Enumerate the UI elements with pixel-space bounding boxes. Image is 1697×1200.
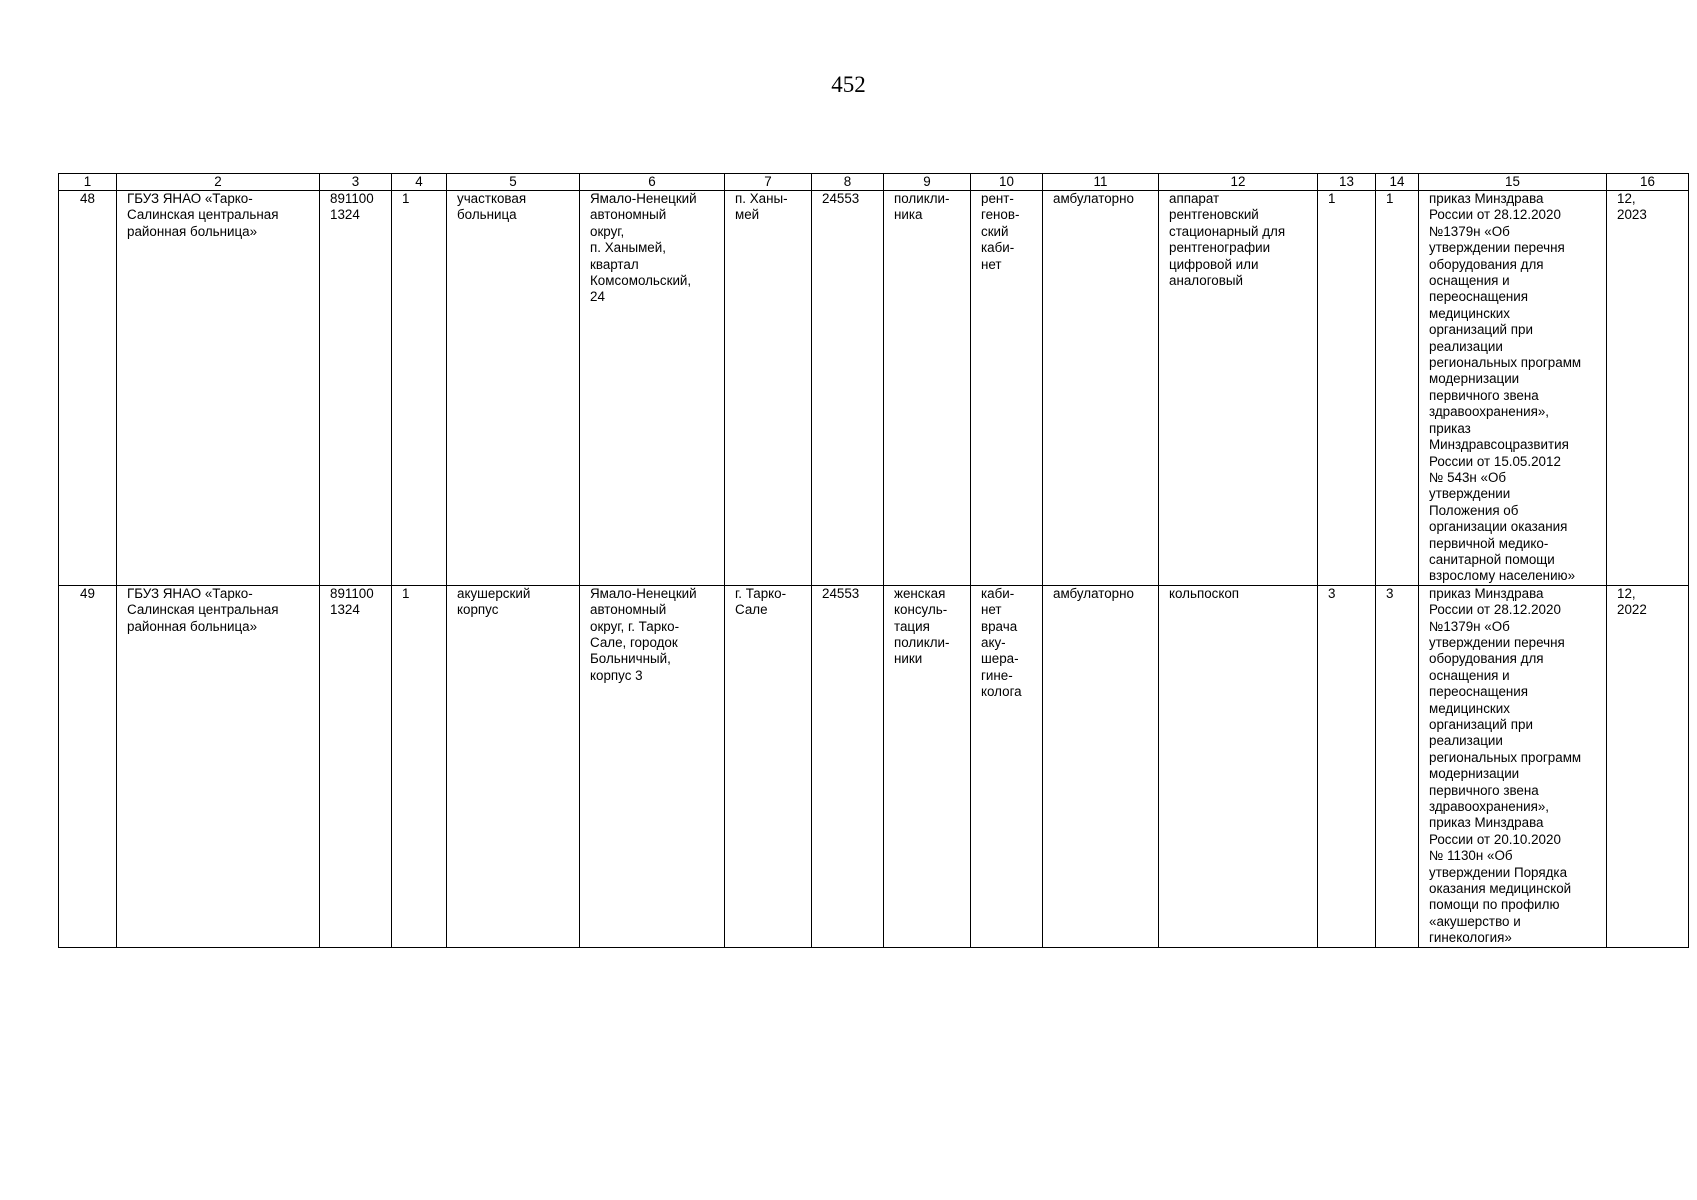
column-header: 10 — [971, 174, 1043, 191]
column-header: 9 — [884, 174, 971, 191]
code-cell: 891100 1324 — [320, 585, 392, 947]
count-cell: 1 — [392, 191, 447, 586]
care-condition-cell: амбулаторно — [1043, 585, 1159, 947]
count-cell: 1 — [392, 585, 447, 947]
equipment-table — [58, 173, 1689, 948]
care-condition-cell: амбулаторно — [1043, 191, 1159, 586]
table-row — [59, 585, 1689, 947]
column-header: 7 — [725, 174, 812, 191]
equipment-cell: аппарат рентгеновский стационарный для рентгенографии цифровой или аналоговый — [1159, 191, 1318, 586]
oktmo-cell: 24553 — [812, 191, 884, 586]
column-header: 3 — [320, 174, 392, 191]
column-header: 2 — [117, 174, 320, 191]
department-cell: поликли- ника — [884, 191, 971, 586]
row-number-cell: 48 — [59, 191, 117, 586]
deadline-cell: 12, 2023 — [1607, 191, 1689, 586]
address-cell: Ямало-Ненецкий автономный округ, г. Тарко- Сале, городок Больничный, корпус 3 — [580, 585, 725, 947]
table-row — [59, 191, 1689, 586]
column-header: 13 — [1318, 174, 1376, 191]
quantity-cell: 3 — [1318, 585, 1376, 947]
regulation-cell: приказ Минздрава России от 28.12.2020 №1379н «Об утверждении перечня оборудования для оснащения и переоснащения медицинских организаций при реализации региональных программ модернизации первичного звена здравоохранения», приказ Минздравсоцразвития России от 15.05.2012 № 543н «Об утверждении Положения об организации оказания первичной медико- санитарной помощи взрослому населению» — [1419, 191, 1607, 586]
column-header: 15 — [1419, 174, 1607, 191]
quantity-cell: 1 — [1376, 191, 1419, 586]
organization-cell: ГБУЗ ЯНАО «Тарко- Салинская центральная районная больница» — [117, 585, 320, 947]
locality-cell: г. Тарко- Сале — [725, 585, 812, 947]
department-cell: женская консуль- тация поликли- ники — [884, 585, 971, 947]
regulation-cell: приказ Минздрава России от 28.12.2020 №1379н «Об утверждении перечня оборудования для оснащения и переоснащения медицинских организаций при реализации региональных программ модернизации первичного звена здравоохранения», приказ Минздрава России от 20.10.2020 № 1130н «Об утверждении Порядка оказания медицинской помощи по профилю «акушерство и гинекология» — [1419, 585, 1607, 947]
column-header: 12 — [1159, 174, 1318, 191]
column-header: 5 — [447, 174, 580, 191]
deadline-cell: 12, 2022 — [1607, 585, 1689, 947]
organization-cell: ГБУЗ ЯНАО «Тарко- Салинская центральная районная больница» — [117, 191, 320, 586]
building-cell: акушерский корпус — [447, 585, 580, 947]
building-cell: участковая больница — [447, 191, 580, 586]
equipment-cell: кольпоскоп — [1159, 585, 1318, 947]
column-number-header-row — [59, 174, 1689, 191]
code-cell: 891100 1324 — [320, 191, 392, 586]
column-header: 1 — [59, 174, 117, 191]
oktmo-cell: 24553 — [812, 585, 884, 947]
column-header: 4 — [392, 174, 447, 191]
quantity-cell: 3 — [1376, 585, 1419, 947]
column-header: 6 — [580, 174, 725, 191]
column-header: 16 — [1607, 174, 1689, 191]
page-number: 452 — [831, 72, 866, 97]
room-cell: каби- нет врача аку- шера- гине- колога — [971, 585, 1043, 947]
locality-cell: п. Ханы- мей — [725, 191, 812, 586]
column-header: 14 — [1376, 174, 1419, 191]
column-header: 8 — [812, 174, 884, 191]
column-header: 11 — [1043, 174, 1159, 191]
address-cell: Ямало-Ненецкий автономный округ, п. Ханымей, квартал Комсомольский, 24 — [580, 191, 725, 586]
quantity-cell: 1 — [1318, 191, 1376, 586]
room-cell: рент- генов- ский каби- нет — [971, 191, 1043, 586]
row-number-cell: 49 — [59, 585, 117, 947]
